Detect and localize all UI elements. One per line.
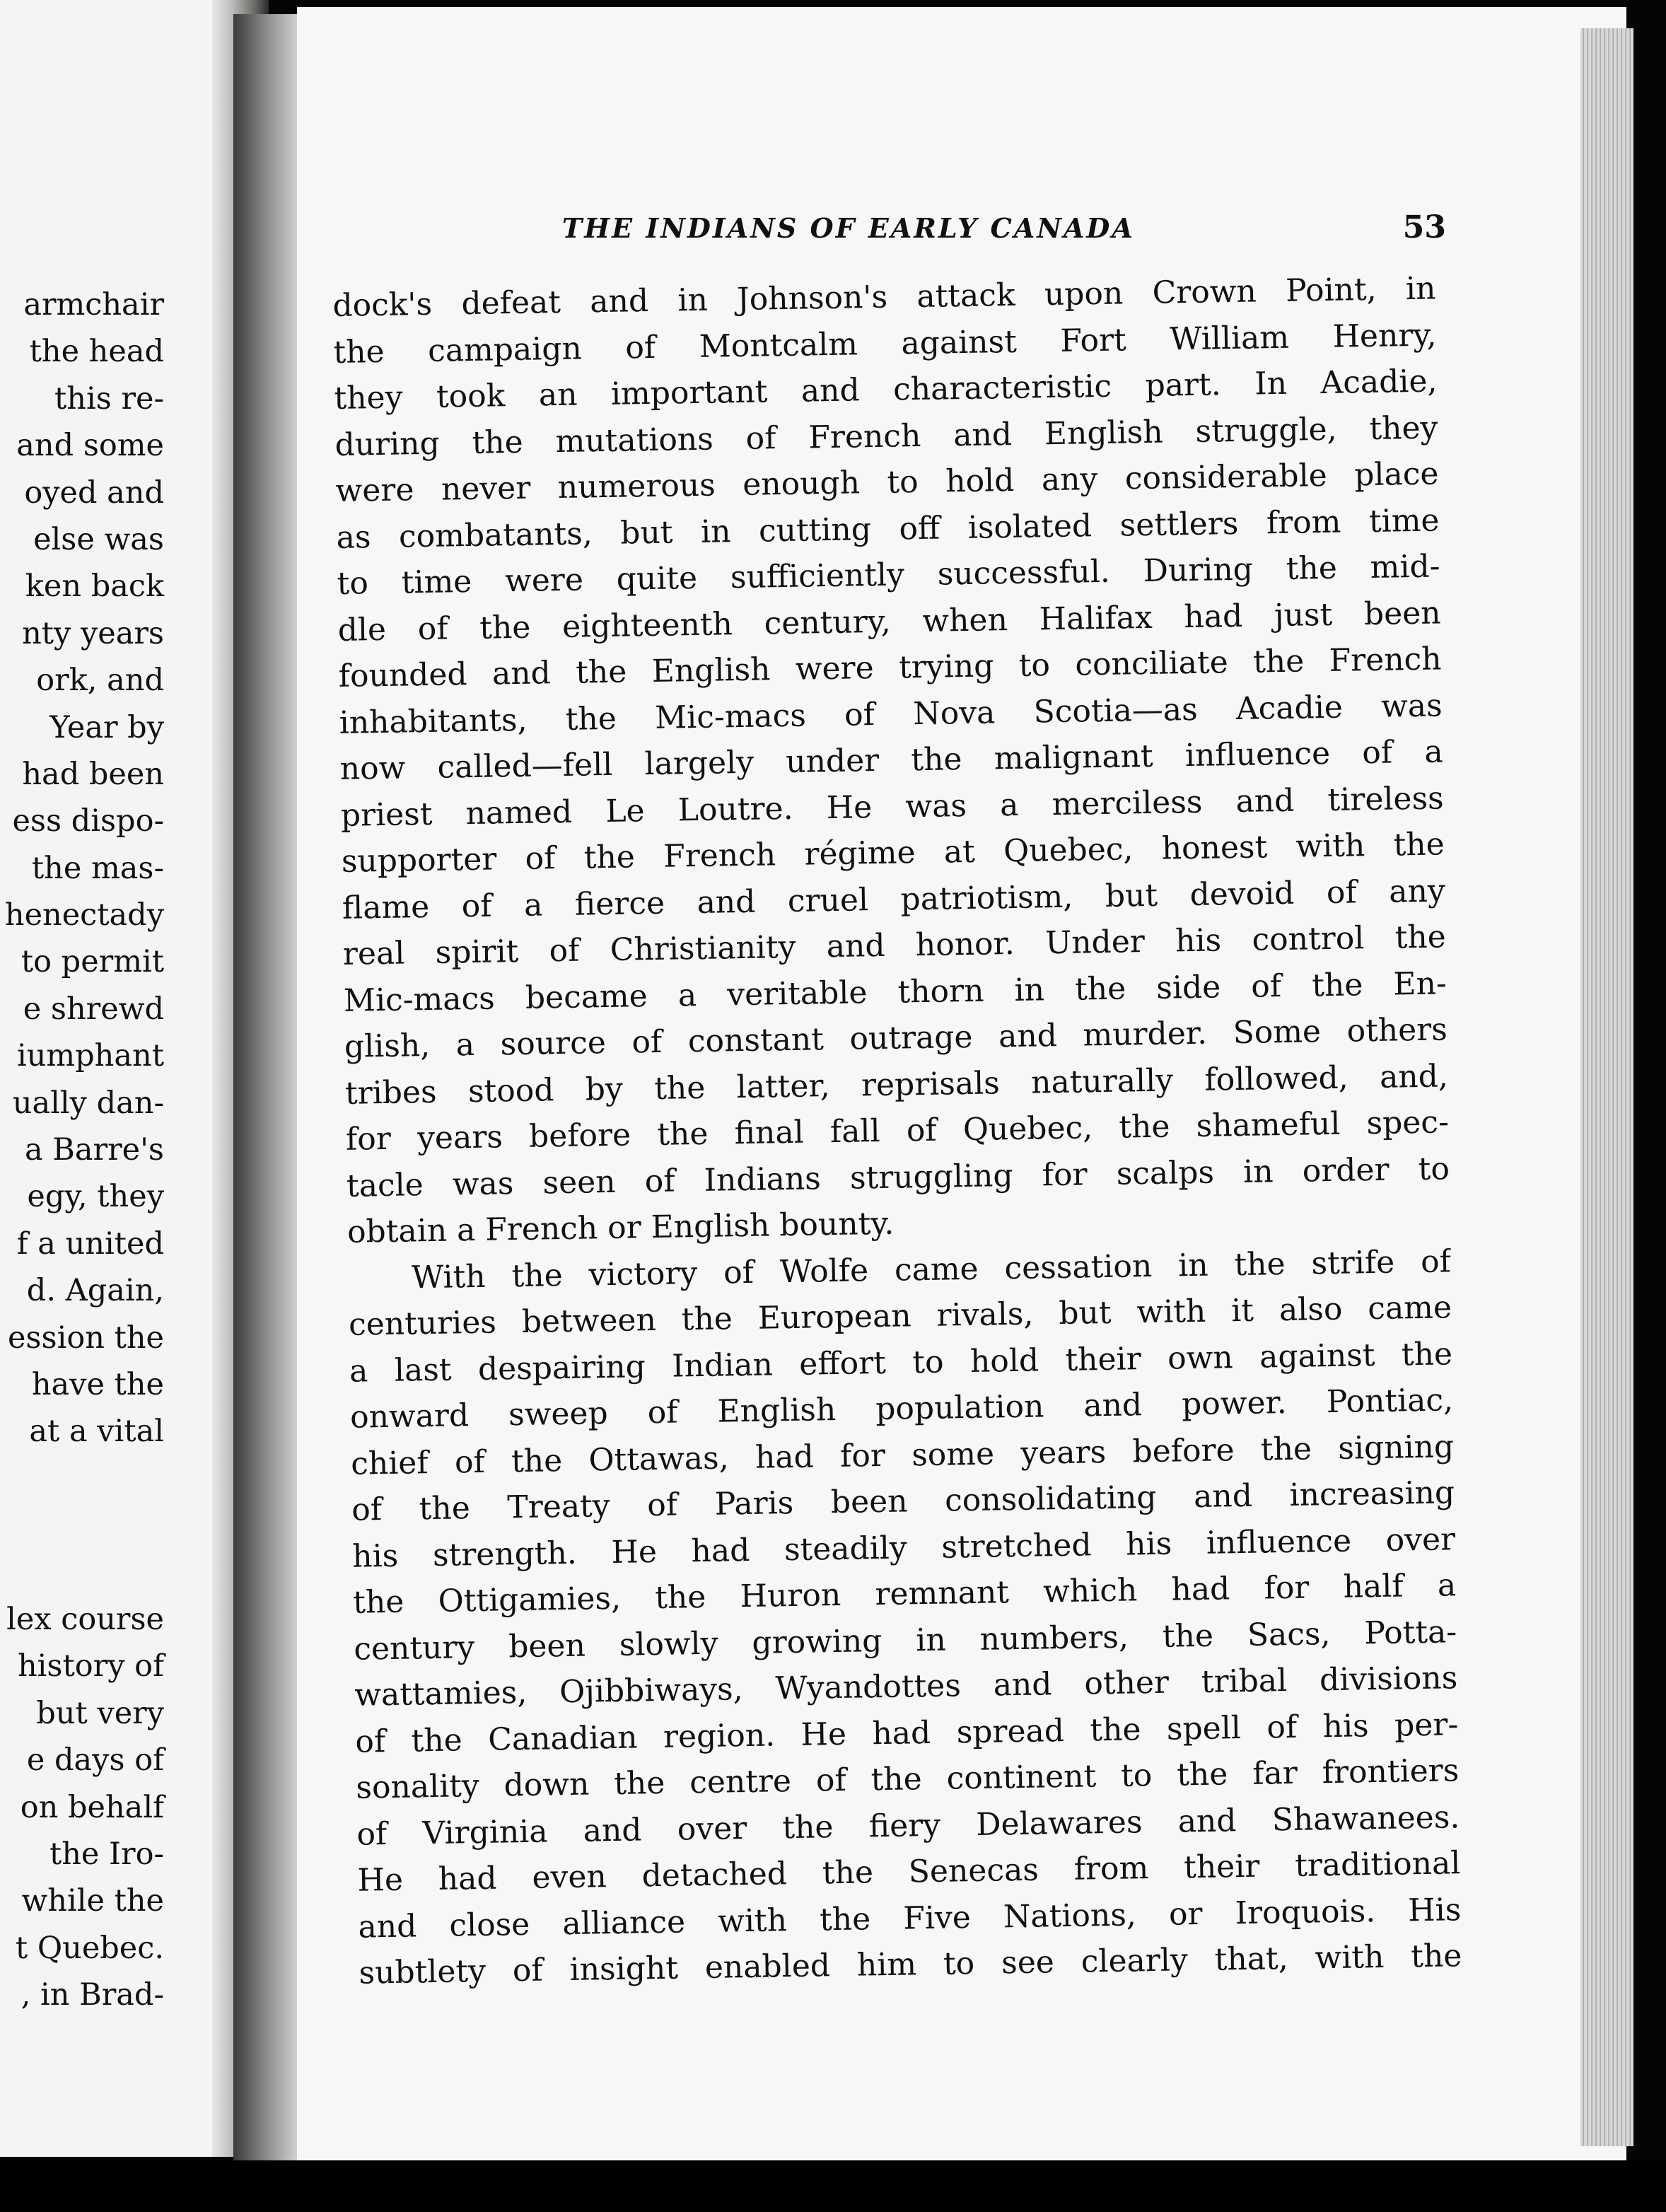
left-page-line: a Barre's (25, 1132, 164, 1168)
left-page-line: f a united (16, 1226, 164, 1262)
left-page-line: at a vital (29, 1414, 164, 1450)
left-page-line: iumphant (16, 1038, 164, 1074)
body-line: wattamies, Ojibbiways, Wyandottes and other tribal divisions (354, 1660, 1458, 1713)
body-line: dle of the eighteenth century, when Halifax had just been (337, 594, 1441, 648)
body-line: the campaign of Montcalm against Fort William Henry, (333, 316, 1437, 371)
running-head (562, 209, 1446, 255)
body-line: supporter of the French régime at Quebec, honest with the (341, 826, 1445, 880)
body-line: sonality down the centre of the continent to the far frontiers (356, 1752, 1460, 1806)
left-page-line (0, 1549, 164, 1596)
body-line: they took an important and characteristic part. In Acadie, (334, 363, 1438, 417)
body-line: a last despairing Indian effort to hold their own against the (349, 1335, 1453, 1390)
body-line: and close alliance with the Five Nations, or Iroquois. His (358, 1891, 1462, 1945)
left-page-line: d. Again, (26, 1273, 164, 1309)
left-page-line: Year by (49, 709, 164, 745)
left-page-line: ession the (7, 1320, 164, 1356)
left-page-line: on behalf (20, 1789, 164, 1825)
body-line: were never numerous enough to hold any considerable place (335, 455, 1439, 509)
left-page-line: e shrewd (23, 991, 164, 1027)
left-page-line: else was (33, 521, 164, 557)
left-page-line (0, 1502, 164, 1549)
left-page-line: egy, they (27, 1179, 164, 1215)
left-page-line (0, 1455, 164, 1502)
body-line: chief of the Ottawas, had for some years before the signing (350, 1428, 1455, 1482)
left-page-line: , in Brad- (21, 1977, 164, 2013)
left-page-line: nty years (22, 615, 164, 651)
body-line: tacle was seen of Indians struggling for scalps in order to (346, 1150, 1450, 1204)
body-text (332, 265, 1462, 1996)
left-page-line: had been (22, 756, 164, 792)
body-line: of the Canadian region. He had spread the spell of his per- (355, 1706, 1459, 1760)
left-page-line: and some (16, 428, 164, 464)
body-line: of Virginia and over the fiery Delawares and Shawanees. (356, 1798, 1460, 1853)
page-number: 53 (1402, 209, 1446, 245)
body-line: for years before the final fall of Quebec, the shameful spec- (345, 1104, 1450, 1158)
left-page-line: ken back (25, 569, 164, 605)
left-page-line: while the (21, 1883, 164, 1919)
body-line: subtlety of insight enabled him to see clearly that, with the (359, 1938, 1462, 1991)
body-line: to time were quite sufficiently successful. During the mid- (337, 548, 1440, 602)
body-line: Mic-macs became a veritable thorn in the side of the En- (343, 965, 1447, 1019)
left-page-line: to permit (21, 944, 164, 980)
left-page-line: lex course (6, 1601, 164, 1637)
left-page-line: ually dan- (12, 1085, 164, 1121)
left-page-line: henectady (4, 897, 164, 933)
body-line: centuries between the European rivals, but with it also came (348, 1289, 1452, 1343)
left-page-line: this re- (54, 380, 164, 417)
body-line: as combatants, but in cutting off isolated settlers from time (336, 501, 1440, 556)
body-line: dock's defeat and in Johnson's attack upon Crown Point, in (332, 270, 1436, 324)
left-page-line: armchair (23, 287, 164, 322)
body-line: tribes stood by the latter, reprisals naturally followed, and, (344, 1057, 1449, 1112)
body-line: glish, a source of constant outrage and murder. Some others (344, 1011, 1448, 1065)
left-page-line: the mas- (31, 850, 164, 886)
left-page-line: t Quebec. (15, 1930, 164, 1966)
left-page-line: the head (29, 334, 164, 370)
left-page-line: ess dispo- (12, 803, 164, 839)
body-line: century been slowly growing in numbers, the Sacs, Potta- (353, 1613, 1457, 1667)
left-page-line: ork, and (36, 663, 164, 699)
left-page-line: oyed and (24, 475, 164, 511)
scan-bottom-border (0, 2160, 1666, 2212)
left-page-line: but very (36, 1695, 164, 1731)
body-line: during the mutations of French and English struggle, they (334, 409, 1438, 463)
body-line: flame of a fierce and cruel patriotism, but devoid of any (342, 872, 1446, 926)
body-line: inhabitants, the Mic-macs of Nova Scotia—as Acadie was (339, 687, 1443, 741)
body-line: founded and the English were trying to conciliate the French (338, 641, 1442, 694)
body-line: onward sweep of English population and power. Pontiac, (349, 1382, 1454, 1436)
body-line: now called—fell largely under the malignant influence of a (339, 733, 1444, 787)
body-line: priest named Le Loutre. He was a merciless and tireless (340, 779, 1445, 834)
running-title: THE INDIANS OF EARLY CANADA (562, 212, 1135, 244)
left-page-line: history of (17, 1648, 164, 1684)
left-facing-page (0, 0, 233, 2157)
body-line: his strength. He had steadily stretched his influence over (351, 1520, 1456, 1575)
body-line: real spirit of Christianity and honor. Under his control the (342, 919, 1447, 972)
left-page-line: e days of (26, 1742, 164, 1779)
body-line: of the Treaty of Paris been consolidating and increasing (351, 1474, 1455, 1528)
body-line: the Ottigamies, the Huron remnant which had for half a (352, 1567, 1457, 1621)
left-page-line: have the (31, 1366, 164, 1402)
page-edges (1580, 28, 1633, 2146)
body-line: He had even detached the Senecas from their traditional (357, 1845, 1461, 1899)
body-line: With the victory of Wolfe came cessation in the strife of (411, 1242, 1452, 1296)
body-line: obtain a French or English bounty. (346, 1205, 895, 1250)
left-page-line: the Iro- (49, 1836, 164, 1872)
left-page-text (0, 281, 164, 2018)
